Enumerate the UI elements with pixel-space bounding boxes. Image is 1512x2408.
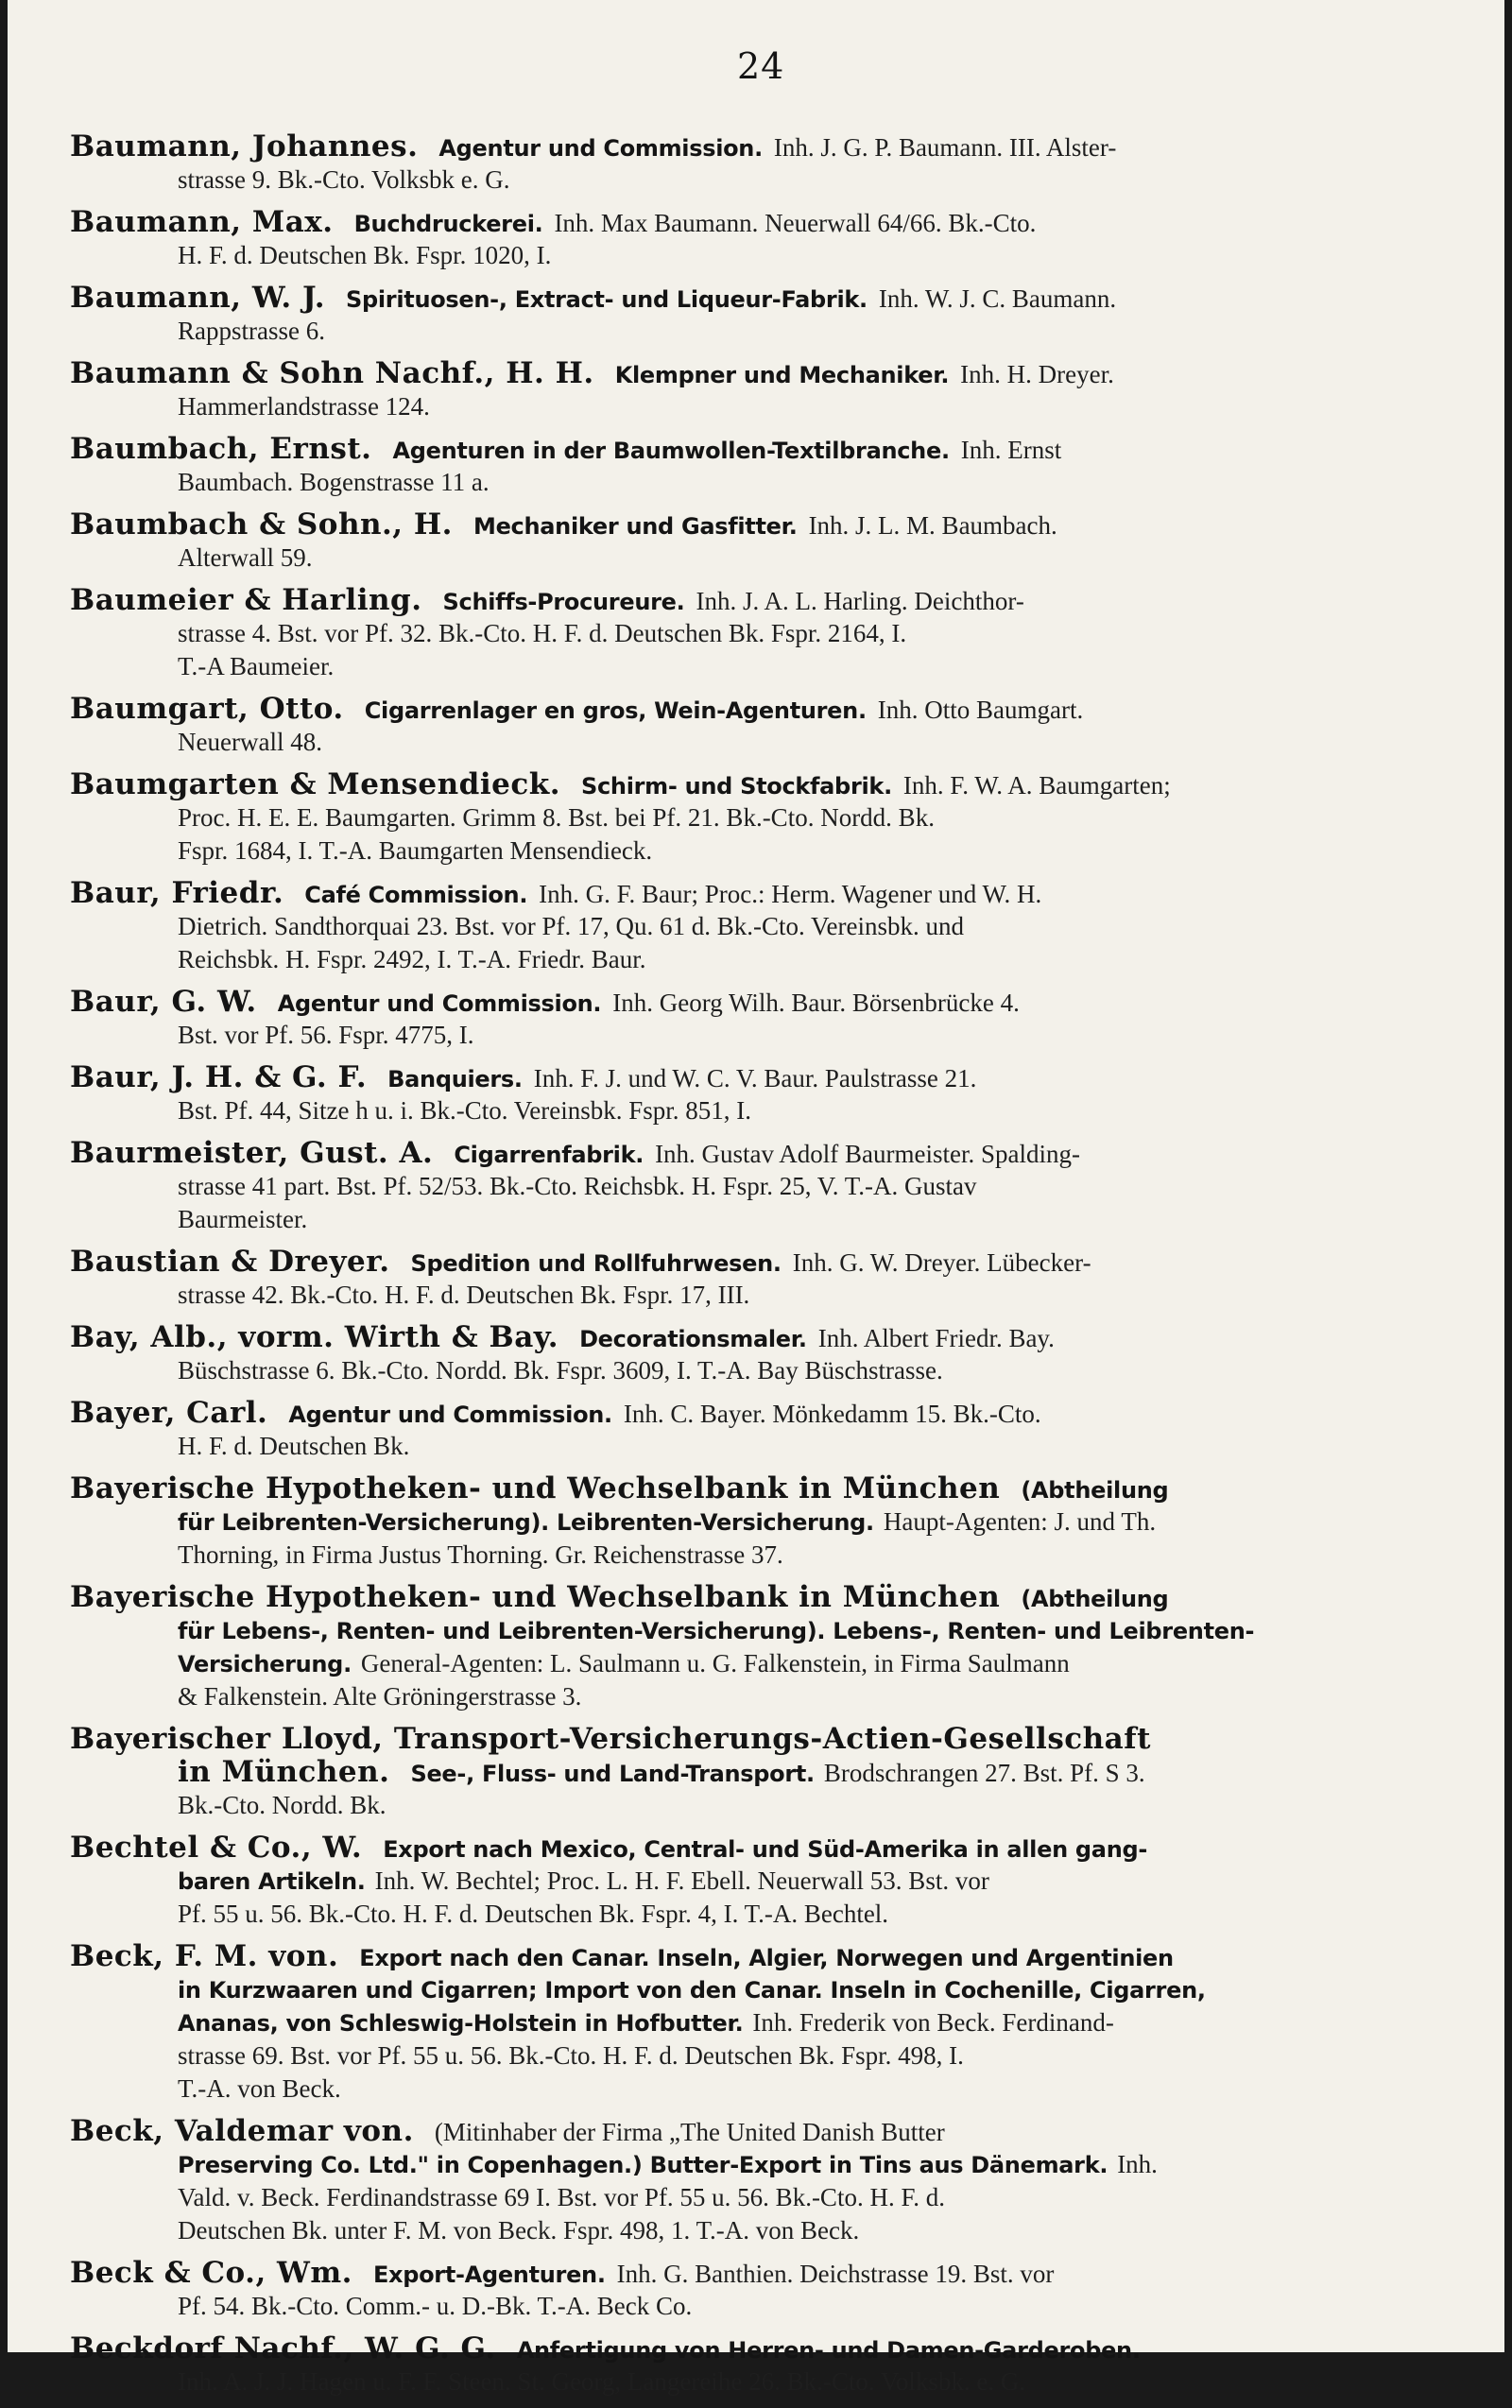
- entry-details: Inh. Max Baumann. Neuerwall 64/66. Bk.-Cto.: [554, 209, 1037, 237]
- firm-name: Baumann, W. J.: [70, 281, 326, 315]
- entry-details-continued: strasse 41 part. Bst. Pf. 52/53. Bk.-Cto. Reichsbk. H. Fspr. 25, V. T.-A. Gustav: [178, 1172, 977, 1200]
- entry-details-continued: Inh.: [1117, 2150, 1158, 2178]
- firm-name: Bayerischer Lloyd, Transport-Versicherungs-Actien-Gesellschaft: [70, 1722, 1151, 1756]
- entry-first-line: [8, 282, 1486, 315]
- entry-details-continued: strasse 9. Bk.-Cto. Volksbk e. G.: [178, 165, 510, 194]
- directory-entry: [8, 1137, 1504, 1236]
- directory-entry: [8, 508, 1504, 575]
- business-type: Export-Agenturen.: [372, 2262, 606, 2288]
- entry-first-line: [8, 1723, 1486, 1756]
- entry-continuation-line: [8, 1756, 1486, 1789]
- entry-continuation-line: [8, 1789, 1486, 1822]
- entry-details: Inh. Ernst: [960, 436, 1062, 464]
- entry-continuation-line: [8, 1647, 1486, 1680]
- entry-first-line: [8, 693, 1486, 726]
- entry-continuation-line: [8, 1019, 1486, 1052]
- entry-continuation-line: [8, 617, 1486, 650]
- entry-continuation-line: [8, 1354, 1486, 1387]
- entry-details-continued: Baurmeister.: [178, 1205, 308, 1233]
- directory-entry: [8, 2257, 1504, 2323]
- entry-details-continued: Reichsbk. H. Fspr. 2492, I. T.-A. Friedr. Baur.: [178, 945, 646, 973]
- entry-details-continued: H. F. d. Deutschen Bk. Fspr. 1020, I.: [178, 241, 552, 269]
- entry-details-continued: Thorning, in Firma Justus Thorning. Gr. Reichenstrasse 37.: [178, 1540, 783, 1569]
- entry-continuation-line: [8, 1539, 1486, 1572]
- entry-first-line: [8, 1397, 1486, 1430]
- entry-details-continued: Dietrich. Sandthorquai 23. Bst. vor Pf. 17, Qu. 61 d. Bk.-Cto. Vereinsbk. und: [178, 912, 964, 940]
- business-type-continued: See-, Fluss- und Land-Transport.: [410, 1761, 815, 1787]
- firm-name: Baur, J. H. & G. F.: [70, 1060, 368, 1094]
- entry-first-line: [8, 584, 1486, 617]
- entry-continuation-line: [8, 390, 1486, 423]
- directory-entry: [8, 1940, 1504, 2106]
- business-type-continued: in Kurzwaaren und Cigarren; Import von den Canar. Inseln in Cochenille, Cigarren,: [178, 1977, 1206, 2004]
- entry-details: Inh. F. W. A. Baumgarten;: [902, 771, 1171, 800]
- business-type: Café Commission.: [304, 882, 528, 908]
- entry-first-line: [8, 1137, 1486, 1170]
- firm-name: Beck, F. M. von.: [70, 1939, 339, 1973]
- directory-entry: [8, 986, 1504, 1052]
- entry-details: Inh. J. L. M. Baumbach.: [808, 511, 1057, 540]
- firm-name: Bayerische Hypotheken- und Wechselbank in München: [70, 1471, 1001, 1505]
- entry-details-continued: Inh. W. Bechtel; Proc. L. H. F. Ebell. Neuerwall 53. Bst. vor: [374, 1866, 989, 1895]
- entry-details-continued: H. F. d. Deutschen Bk.: [178, 1432, 410, 1460]
- directory-entry: [8, 282, 1504, 348]
- entry-continuation-line: [8, 542, 1486, 575]
- entry-first-line: [8, 986, 1486, 1019]
- directory-entry: [8, 1472, 1504, 1572]
- directory-page: [8, 0, 1504, 2396]
- entry-continuation-line: [8, 2290, 1486, 2323]
- entry-continuation-line: [8, 1505, 1486, 1539]
- firm-name: Bechtel & Co., W.: [70, 1831, 363, 1865]
- entry-first-line: [8, 1832, 1486, 1865]
- directory-entry: [8, 2332, 1504, 2399]
- firm-name: Baumann, Johannes.: [70, 129, 419, 163]
- directory-entry: [8, 693, 1504, 759]
- entry-details: (Mitinhaber der Firma „The United Danish Butter: [434, 2118, 945, 2146]
- entry-details-continued: General-Agenten: L. Saulmann u. G. Falkenstein, in Firma Saulmann: [360, 1649, 1070, 1677]
- directory-entry: [8, 768, 1504, 868]
- entry-details-continued: strasse 42. Bk.-Cto. H. F. d. Deutschen Bk. Fspr. 17, III.: [178, 1281, 750, 1309]
- entry-continuation-line: [8, 1973, 1486, 2006]
- entry-details-continued: Büschstrasse 6. Bk.-Cto. Nordd. Bk. Fspr. 3609, I. T.-A. Bay Büschstrasse.: [178, 1356, 943, 1385]
- firm-name: Baumgart, Otto.: [70, 692, 344, 726]
- entry-details-continued: Inh. Frederik von Beck. Ferdinand-: [752, 2008, 1114, 2037]
- business-type-continued: Ananas, von Schleswig-Holstein in Hofbutter.: [178, 2010, 744, 2037]
- directory-entry: [8, 877, 1504, 976]
- firm-name: Beckdorf Nachf., W. G. G.: [70, 2331, 496, 2365]
- firm-name: Baur, G. W.: [70, 985, 257, 1019]
- entry-first-line: [8, 1940, 1486, 1973]
- firm-name: Baumeier & Harling.: [70, 583, 422, 617]
- entry-continuation-line: [8, 2214, 1486, 2247]
- entry-continuation-line: [8, 163, 1486, 197]
- entry-details-continued: Pf. 55 u. 56. Bk.-Cto. H. F. d. Deutschen Bk. Fspr. 4, I. T.-A. Bechtel.: [178, 1900, 889, 1928]
- entry-first-line: [8, 768, 1486, 801]
- entry-details-continued: Haupt-Agenten: J. und Th.: [883, 1507, 1157, 1536]
- entry-details: Inh. H. Dreyer.: [960, 360, 1114, 388]
- entry-details: Inh. Albert Friedr. Bay.: [817, 1324, 1055, 1352]
- business-type: Cigarrenfabrik.: [454, 1142, 644, 1168]
- entry-details-continued: Baumbach. Bogenstrasse 11 a.: [178, 468, 490, 496]
- directory-entry: [8, 206, 1504, 272]
- business-type: Agentur und Commission.: [288, 1402, 612, 1428]
- entry-first-line: [8, 1246, 1486, 1279]
- entry-continuation-line: [8, 726, 1486, 759]
- entry-details: Inh. F. J. und W. C. V. Baur. Paulstrasse 21.: [533, 1064, 977, 1092]
- entry-continuation-line: [8, 1614, 1486, 1647]
- entry-details-continued: Bst. vor Pf. 56. Fspr. 4775, I.: [178, 1021, 474, 1049]
- firm-name: Bay, Alb., vorm. Wirth & Bay.: [70, 1320, 559, 1354]
- entry-first-line: [8, 2257, 1486, 2290]
- entry-continuation-line: [8, 2181, 1486, 2214]
- business-type: Banquiers.: [387, 1066, 523, 1092]
- entry-details-continued: Proc. H. E. E. Baumgarten. Grimm 8. Bst. bei Pf. 21. Bk.-Cto. Nordd. Bk.: [178, 803, 935, 832]
- business-type-continued: für Lebens-, Renten- und Leibrenten-Versicherung). Lebens-, Renten- und Leibrenten-: [178, 1618, 1255, 1644]
- entry-continuation-line: [8, 315, 1486, 348]
- entry-details-continued: Vald. v. Beck. Ferdinandstrasse 69 I. Bst. vor Pf. 55 u. 56. Bk.-Cto. H. F. d.: [178, 2183, 946, 2211]
- firm-name: Baustian & Dreyer.: [70, 1245, 390, 1279]
- entry-details-continued: strasse 69. Bst. vor Pf. 55 u. 56. Bk.-Cto. H. F. d. Deutschen Bk. Fspr. 498, I.: [178, 2041, 964, 2070]
- entry-first-line: [8, 877, 1486, 910]
- directory-entry: [8, 1581, 1504, 1713]
- business-type: Export nach Mexico, Central- und Süd-Amerika in allen gang-: [383, 1836, 1148, 1863]
- entry-continuation-line: [8, 1170, 1486, 1203]
- business-type: Cigarrenlager en gros, Wein-Agenturen.: [364, 697, 867, 724]
- entry-continuation-line: [8, 1430, 1486, 1463]
- entry-details: Inh. Otto Baumgart.: [877, 696, 1084, 724]
- directory-entry: [8, 433, 1504, 499]
- entry-first-line: [8, 130, 1486, 163]
- business-type: (Abtheilung: [1021, 1586, 1169, 1612]
- entry-continuation-line: [8, 650, 1486, 683]
- business-type: Schiffs-Procureure.: [442, 589, 685, 615]
- business-type: Agenturen in der Baumwollen-Textilbranche.: [392, 438, 950, 464]
- entry-details: Inh. G. Banthien. Deichstrasse 19. Bst. vor: [616, 2260, 1055, 2288]
- entry-details: Inh. G. F. Baur; Proc.: Herm. Wagener und W. H.: [539, 880, 1042, 908]
- firm-name: Baumgarten & Mensendieck.: [70, 767, 560, 801]
- entry-first-line: [8, 1321, 1486, 1354]
- entry-first-line: [8, 206, 1486, 239]
- firm-name: Baur, Friedr.: [70, 876, 284, 910]
- firm-name-continued: in München.: [178, 1755, 390, 1789]
- business-type: Anfertigung von Herren- und Damen-Garderoben.: [516, 2337, 1141, 2364]
- entry-first-line: [8, 2332, 1486, 2365]
- firm-name: Beck & Co., Wm.: [70, 2256, 352, 2290]
- directory-entry: [8, 1832, 1504, 1931]
- entry-details-continued: Bk.-Cto. Nordd. Bk.: [178, 1791, 387, 1819]
- business-type-continued: baren Artikeln.: [178, 1868, 366, 1895]
- entry-details-continued: Deutschen Bk. unter F. M. von Beck. Fspr. 498, 1. T.-A. von Beck.: [178, 2216, 860, 2245]
- entry-details-continued: strasse 4. Bst. vor Pf. 32. Bk.-Cto. H. F. d. Deutschen Bk. Fspr. 2164, I.: [178, 619, 907, 647]
- entry-continuation-line: [8, 2073, 1486, 2106]
- firm-name: Baumann & Sohn Nachf., H. H.: [70, 356, 594, 390]
- entry-continuation-line: [8, 1094, 1486, 1127]
- entry-details-continued: Brodschrangen 27. Bst. Pf. S 3.: [823, 1759, 1145, 1787]
- entry-details-continued: Alterwall 59.: [178, 543, 313, 572]
- entry-first-line: [8, 433, 1486, 466]
- entry-details-continued: Hammerlandstrasse 124.: [178, 392, 430, 421]
- entry-first-line: [8, 508, 1486, 542]
- business-type: Decorationsmaler.: [579, 1326, 807, 1352]
- firm-name: Baumann, Max.: [70, 205, 334, 239]
- business-type-continued: Preserving Co. Ltd." in Copenhagen.) Butter-Export in Tins aus Dänemark.: [178, 2152, 1108, 2178]
- entry-details-continued: T.-A. von Beck.: [178, 2074, 341, 2103]
- entry-continuation-line: [8, 1680, 1486, 1713]
- business-type: Spirituosen-, Extract- und Liqueur-Fabrik.: [346, 286, 868, 313]
- entry-first-line: [8, 1581, 1486, 1614]
- directory-entry: [8, 1321, 1504, 1387]
- directory-entry: [8, 357, 1504, 423]
- entry-details: Inh. W. J. C. Baumann.: [878, 284, 1117, 313]
- directory-entry: [8, 1397, 1504, 1463]
- firm-name: Bayer, Carl.: [70, 1396, 268, 1430]
- entry-details: Inh. Gustav Adolf Baurmeister. Spalding-: [655, 1140, 1081, 1168]
- entry-continuation-line: [8, 1279, 1486, 1312]
- entry-details-continued: Pf. 54. Bk.-Cto. Comm.- u. D.-Bk. T.-A. Beck Co.: [178, 2292, 693, 2320]
- directory-entry: [8, 2115, 1504, 2247]
- directory-entry: [8, 1061, 1504, 1127]
- entry-continuation-line: [8, 1203, 1486, 1236]
- entry-continuation-line: [8, 239, 1486, 272]
- directory-entry: [8, 1723, 1504, 1822]
- business-type-continued: Versicherung.: [178, 1651, 352, 1677]
- entry-continuation-line: [8, 2006, 1486, 2039]
- firm-name: Baumbach, Ernst.: [70, 432, 372, 466]
- entry-continuation-line: [8, 834, 1486, 868]
- entry-continuation-line: [8, 1898, 1486, 1931]
- business-type: Klempner und Mechaniker.: [614, 362, 950, 388]
- entry-continuation-line: [8, 1865, 1486, 1898]
- firm-name: Beck, Valdemar von.: [70, 2114, 414, 2148]
- entry-details-continued: Fspr. 1684, I. T.-A. Baumgarten Mensendieck.: [178, 836, 653, 865]
- entry-continuation-line: [8, 801, 1486, 834]
- page-number: 24: [737, 45, 785, 87]
- entry-details: Inh. G. W. Dreyer. Lübecker-: [792, 1248, 1091, 1277]
- entry-first-line: [8, 1061, 1486, 1094]
- entry-details-continued: Neuerwall 48.: [178, 728, 322, 756]
- business-type: Schirm- und Stockfabrik.: [581, 773, 892, 800]
- business-type: Buchdruckerei.: [353, 211, 543, 237]
- entry-continuation-line: [8, 2039, 1486, 2073]
- entry-details-continued: Rappstrasse 6.: [178, 317, 325, 345]
- entry-details-continued: Inh. A. J. J. Hagen u. F. F. Steen. St. Georg, Langereihe 26. Bk.-Cto. Volksbk. e. G.: [178, 2367, 1026, 2396]
- directory-entry: [8, 1246, 1504, 1312]
- entry-continuation-line: [8, 910, 1486, 943]
- business-type-continued: für Leibrenten-Versicherung). Leibrenten-Versicherung.: [178, 1509, 874, 1536]
- entry-details: Inh. J. G. P. Baumann. III. Alster-: [773, 133, 1117, 162]
- business-type: Agentur und Commission.: [438, 135, 763, 162]
- entry-details-continued: Bst. Pf. 44, Sitze h u. i. Bk.-Cto. Vereinsbk. Fspr. 851, I.: [178, 1096, 752, 1125]
- entry-details: Inh. C. Bayer. Mönkedamm 15. Bk.-Cto.: [623, 1400, 1041, 1428]
- business-type: Spedition und Rollfuhrwesen.: [410, 1250, 782, 1277]
- entry-first-line: [8, 1472, 1486, 1505]
- business-type: (Abtheilung: [1021, 1477, 1169, 1504]
- directory-entries: [8, 130, 1504, 2408]
- business-type: Mechaniker und Gasfitter.: [472, 513, 798, 540]
- directory-entry: [8, 130, 1504, 197]
- entry-first-line: [8, 2115, 1486, 2148]
- entry-details: Inh. J. A. L. Harling. Deichthor-: [696, 587, 1024, 615]
- directory-entry: [8, 584, 1504, 683]
- entry-continuation-line: [8, 2148, 1486, 2181]
- entry-first-line: [8, 357, 1486, 390]
- entry-details-continued: T.-A Baumeier.: [178, 652, 335, 680]
- entry-details: Inh. Georg Wilh. Baur. Börsenbrücke 4.: [612, 989, 1020, 1017]
- business-type: Export nach den Canar. Inseln, Algier, Norwegen und Argentinien: [359, 1945, 1174, 1971]
- entry-continuation-line: [8, 943, 1486, 976]
- entry-continuation-line: [8, 466, 1486, 499]
- entry-continuation-line: [8, 2365, 1486, 2399]
- firm-name: Bayerische Hypotheken- und Wechselbank in München: [70, 1580, 1001, 1614]
- entry-details-continued: & Falkenstein. Alte Gröningerstrasse 3.: [178, 1682, 582, 1711]
- firm-name: Baumbach & Sohn., H.: [70, 507, 453, 542]
- business-type: Agentur und Commission.: [277, 990, 602, 1017]
- firm-name: Baurmeister, Gust. A.: [70, 1136, 434, 1170]
